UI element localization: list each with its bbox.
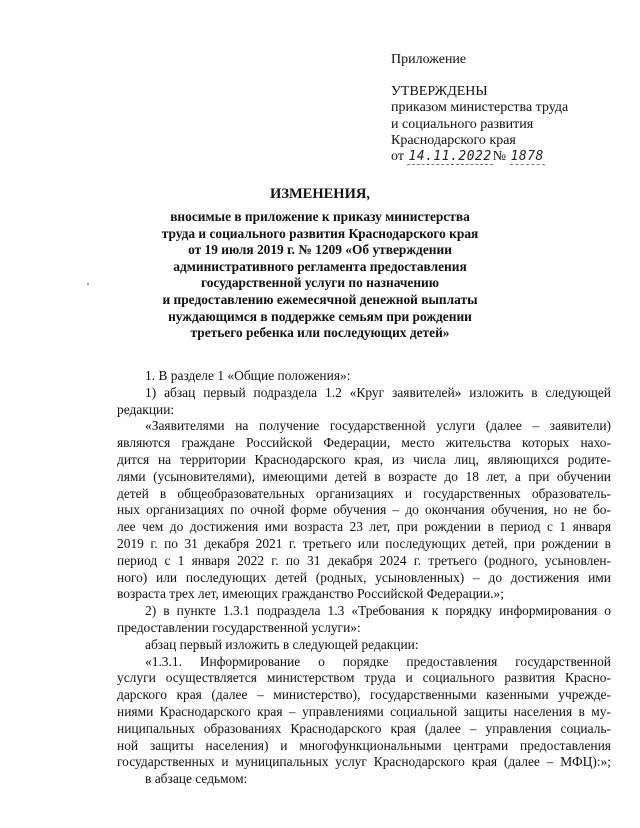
body-line: 1) абзац первый подраздела 1.2 «Круг заявителей» изложить в следующей [145,384,611,400]
body-line: дится на территории Краснодарского края, из числа лиц, являющихся родите- [117,451,611,467]
title-heading: ИЗМЕНЕНИЯ, [270,186,370,202]
body-line: государственных и муниципальных услуг Краснодарского края (далее – МФЦ):»; [117,754,611,770]
scan-dot [87,283,89,285]
body-line: абзац первый изложить в следующей редакции: [145,636,419,652]
body-line: услуги осуществляется министерством труда и социального развития Красно- [117,670,611,686]
body-line: 2019 г. по 31 декабря 2021 г. третьего или последующих детей, при рождении в [117,535,611,551]
body-line: период с 1 января 2022 г. по 31 декабря 2024 г. третьего (родного, усыновлен- [117,552,611,568]
title-line: вносимые в приложение к приказу министерства [170,209,470,224]
body-line: 1. В разделе 1 «Общие положения»: [145,368,351,383]
title-line: государственной услуги по назначению [200,275,440,291]
body-line: дарского края (далее – министерство), государственными казенными учрежде- [117,687,611,703]
body-line: ных организациях по очной форме обучения – до окончания обучения, но не бо- [117,502,611,518]
title-line: от 19 июля 2019 г. № 1209 «Об утверждении [188,242,452,258]
approval-line-1: приказом министерства труда [391,100,569,116]
document-title [120,185,520,342]
body-line: возраста трех лет, имеющих гражданство Российской Федерации.»; [117,586,504,602]
number-label: № [492,149,507,165]
approval-line-3: Краснодарского края [391,132,516,148]
document-body [117,368,611,788]
body-line: ниями Краснодарского края – управлениями социальной защиты населения в му- [117,703,611,719]
from-label: от [391,149,404,165]
approval-block [391,52,626,165]
body-line: ной защиты населения) и многофункциональными центрами предоставления [117,737,611,753]
title-line: труда и социального развития Краснодарского края [161,225,479,241]
handwritten-number: 1878 [510,149,544,165]
approval-date-line [391,149,626,165]
handwritten-date: 14.11.2022 [408,149,492,165]
title-line: нуждающимся в поддержке семьям при рождении [168,308,472,324]
title-line: третьего ребенка или последующих детей» [190,325,450,341]
body-line: являются граждане Российской Федерации, место жительства которых нахо- [117,435,611,451]
body-line: 2) в пункте 1.3.1 подраздела 1.3 «Требования к порядку информирования о [145,603,611,619]
body-line: ного) или последующих детей (родных, усыновленных) – до достижения ими [117,569,611,585]
body-line: «1.3.1. Информирование о порядке предоставления государственной [145,653,611,669]
title-line: и предоставлению ежемесячной денежной выплаты [162,291,478,307]
body-line: детей в общеобразовательных организациях и государственных образователь- [117,485,611,501]
body-line: предоставлении государственной услуги»: [117,619,361,635]
title-line: административного регламента предоставления [173,258,467,274]
body-line: «Заявителями на получение государственной услуги (далее – заявители) [145,418,611,434]
body-line: редакции: [117,401,175,417]
body-line: в абзаце седьмом: [145,771,248,787]
body-line: ниципальных образованиях Краснодарского края (далее – управления социаль- [117,720,611,736]
appendix-label: Приложение [391,52,467,67]
approved-label: УТВЕРЖДЕНЫ [391,84,488,100]
approval-line-2: и социального развития [391,116,534,132]
body-line: лее чем до достижения ими возраста 23 лет, при рождении в период с 1 января [117,519,611,535]
body-line: лями (усыновителями), имеющими детей в возрасте до 18 лет, а при обучении [117,468,611,484]
